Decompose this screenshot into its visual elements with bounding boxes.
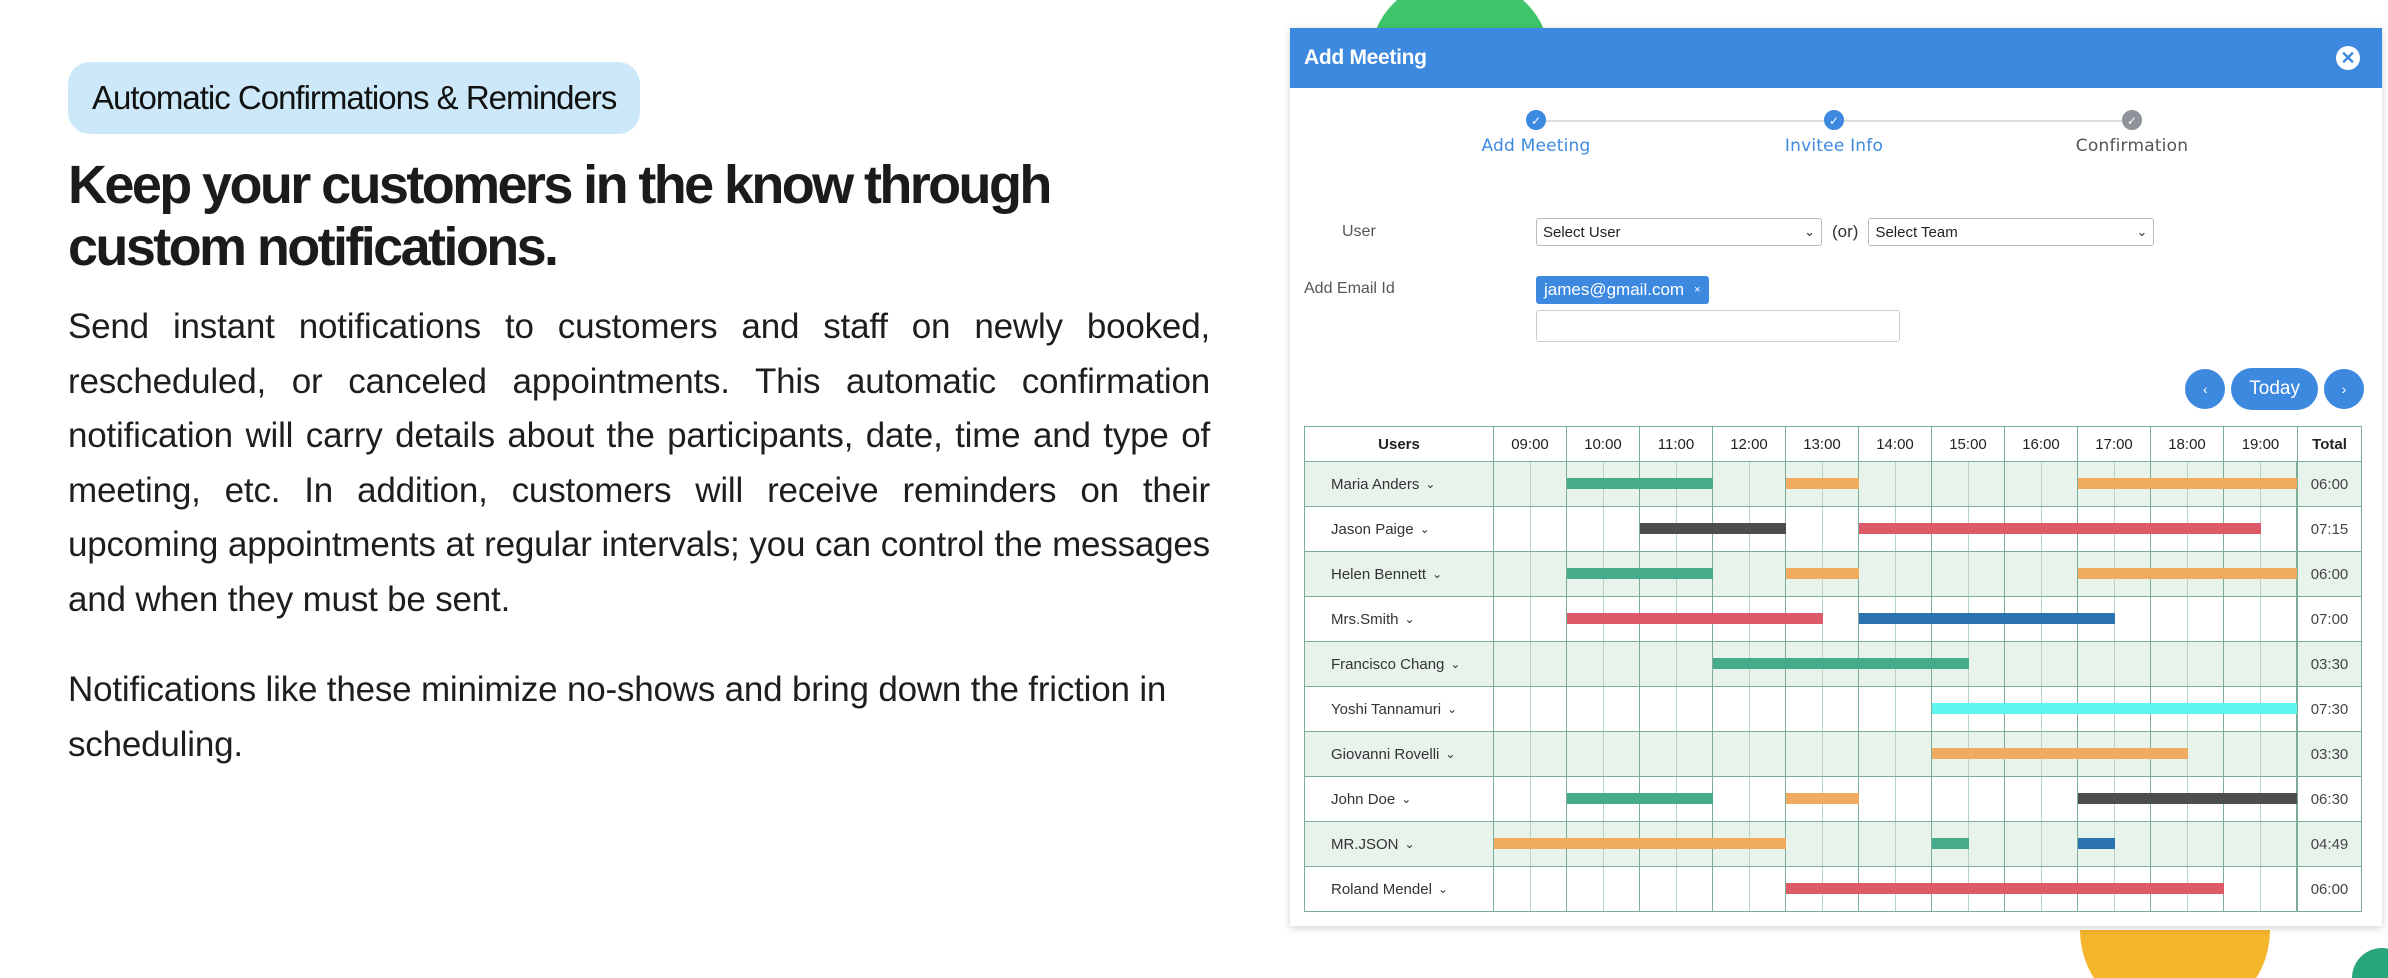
hour-cell[interactable]	[1640, 687, 1713, 731]
select-team-value: Select Team	[1875, 223, 1958, 241]
half-hour-divider	[1749, 867, 1750, 911]
meeting-bar[interactable]	[1932, 838, 1969, 849]
user-name: Jason Paige	[1331, 520, 1414, 538]
user-cell[interactable]	[1305, 867, 1494, 911]
feature-pill: Automatic Confirmations & Reminders	[68, 62, 640, 134]
table-row	[1305, 596, 2361, 641]
half-hour-divider	[1530, 597, 1531, 641]
feature-description	[68, 62, 1210, 772]
half-hour-divider	[1822, 687, 1823, 731]
email-row	[1304, 276, 1900, 342]
timeline	[1494, 867, 2298, 911]
hour-cell[interactable]	[1859, 687, 1932, 731]
half-hour-divider	[1676, 687, 1677, 731]
meeting-bar[interactable]	[1494, 838, 1786, 849]
half-hour-divider	[1676, 867, 1677, 911]
user-name: Helen Bennett	[1331, 565, 1427, 583]
hour-cell[interactable]	[2005, 462, 2078, 506]
half-hour-divider	[1968, 552, 1969, 596]
total-cell: 07:30	[2310, 700, 2349, 718]
meeting-bar[interactable]	[1567, 478, 1713, 489]
step-confirmation[interactable]	[2032, 110, 2232, 156]
step-label: Invitee Info	[1784, 136, 1884, 156]
hour-header: 13:00	[1786, 427, 1859, 461]
prev-button[interactable]: ‹	[2185, 369, 2225, 409]
date-navigation	[2185, 368, 2364, 410]
half-hour-divider	[1895, 822, 1896, 866]
half-hour-divider	[1895, 687, 1896, 731]
half-hour-divider	[1530, 867, 1531, 911]
half-hour-divider	[1822, 507, 1823, 551]
user-name: Yoshi Tannamuri	[1331, 700, 1442, 718]
timeline	[1494, 507, 2298, 551]
decorative-yellow-circle	[2080, 930, 2270, 978]
user-name: MR.JSON	[1331, 835, 1399, 853]
half-hour-divider	[2260, 732, 2261, 776]
check-icon: ✓	[2122, 110, 2142, 130]
email-field-group	[1536, 276, 1900, 342]
table-row	[1305, 461, 2361, 506]
header-users: Users	[1305, 427, 1494, 461]
hour-cell[interactable]	[1786, 507, 1859, 551]
email-label: Add Email Id	[1304, 280, 1395, 297]
hour-cell[interactable]	[2005, 642, 2078, 686]
meeting-bar[interactable]	[1859, 613, 2115, 624]
hour-cell[interactable]	[2005, 822, 2078, 866]
half-hour-divider	[2260, 867, 2261, 911]
description-paragraph-2: Notifications like these minimize no-shows and bring down the friction in scheduling.	[68, 670, 1167, 764]
chevron-down-icon[interactable]: ⌄	[1425, 477, 1436, 491]
hour-cell[interactable]	[1640, 867, 1713, 911]
total-cell: 06:00	[2310, 475, 2349, 493]
hour-cell[interactable]	[1567, 507, 1640, 551]
meeting-bar[interactable]	[1786, 568, 1859, 579]
chevron-down-icon: ⌄	[1804, 224, 1815, 239]
meeting-bar[interactable]	[1567, 568, 1713, 579]
half-hour-divider	[1749, 732, 1750, 776]
half-hour-divider	[1749, 552, 1750, 596]
half-hour-divider	[2114, 642, 2115, 686]
hour-cell[interactable]	[1713, 777, 1786, 821]
select-team-dropdown[interactable]	[1868, 218, 2154, 246]
hour-header: 19:00	[2241, 435, 2280, 453]
hour-header: 18:00	[2151, 427, 2224, 461]
half-hour-divider	[2187, 597, 2188, 641]
total-cell: 07:00	[2310, 610, 2349, 628]
headline-line-2: custom notifications.	[68, 217, 557, 277]
email-tag	[1536, 276, 1709, 304]
email-tag-text: james@gmail.com	[1544, 280, 1685, 299]
schedule-grid	[1304, 426, 2362, 912]
half-hour-divider	[2041, 642, 2042, 686]
hour-cell[interactable]	[2005, 552, 2078, 596]
half-hour-divider	[1676, 732, 1677, 776]
hour-cell[interactable]	[1494, 462, 1567, 506]
table-row	[1305, 686, 2361, 731]
hour-cell[interactable]	[1494, 867, 1567, 911]
chevron-down-icon[interactable]: ⌄	[1445, 747, 1456, 761]
half-hour-divider	[2187, 642, 2188, 686]
timeline	[1494, 552, 2298, 596]
half-hour-divider	[2041, 822, 2042, 866]
half-hour-divider	[1968, 462, 1969, 506]
hour-cell[interactable]	[2224, 597, 2297, 641]
hour-cell[interactable]	[2151, 822, 2224, 866]
headline	[68, 154, 1210, 278]
hour-cell[interactable]	[1567, 642, 1640, 686]
today-button[interactable]: Today	[2231, 368, 2318, 410]
total-cell: 04:49	[2310, 835, 2349, 853]
modal-title: Add Meeting	[1304, 46, 1427, 69]
hour-header: 15:00	[1932, 427, 2005, 461]
timeline	[1494, 687, 2298, 731]
user-cell[interactable]	[1305, 822, 1494, 866]
user-row	[1342, 218, 2154, 246]
hour-cell[interactable]	[1494, 777, 1567, 821]
hour-cell[interactable]	[1494, 552, 1567, 596]
hour-cell[interactable]	[1567, 687, 1640, 731]
headline-line-1: Keep your customers in the know through	[68, 155, 1050, 215]
table-row	[1305, 731, 2361, 776]
half-hour-divider	[1530, 552, 1531, 596]
half-hour-divider	[1530, 687, 1531, 731]
add-meeting-modal	[1290, 28, 2382, 926]
user-label: User	[1342, 223, 1376, 240]
meeting-bar[interactable]	[2078, 793, 2297, 804]
half-hour-divider	[1530, 777, 1531, 821]
chevron-down-icon[interactable]: ⌄	[1432, 567, 1443, 581]
meeting-bar[interactable]	[2078, 838, 2115, 849]
hour-cell[interactable]	[1713, 552, 1786, 596]
hour-cell[interactable]	[2005, 777, 2078, 821]
select-user-value: Select User	[1543, 223, 1621, 241]
half-hour-divider	[2260, 642, 2261, 686]
decorative-teal-circle	[2352, 948, 2388, 978]
user-cell[interactable]	[1305, 552, 1494, 596]
timeline	[1494, 777, 2298, 821]
chevron-down-icon[interactable]: ⌄	[1404, 837, 1415, 851]
remove-tag-icon[interactable]: ×	[1694, 284, 1701, 296]
meeting-bar[interactable]	[1786, 793, 1859, 804]
meeting-bar[interactable]	[1640, 523, 1786, 534]
meeting-bar[interactable]	[2078, 478, 2297, 489]
half-hour-divider	[1822, 732, 1823, 776]
half-hour-divider	[1603, 732, 1604, 776]
check-icon: ✓	[1824, 110, 1844, 130]
half-hour-divider	[2041, 777, 2042, 821]
table-row	[1305, 821, 2361, 866]
hour-cell[interactable]	[2151, 642, 2224, 686]
chevron-down-icon[interactable]: ⌄	[1401, 792, 1412, 806]
hour-header: 14:00	[1859, 427, 1932, 461]
hour-cell[interactable]	[1859, 777, 1932, 821]
half-hour-divider	[2187, 822, 2188, 866]
table-row	[1305, 641, 2361, 686]
total-cell: 03:30	[2310, 745, 2349, 763]
hour-cell[interactable]	[2078, 642, 2151, 686]
user-cell[interactable]	[1305, 642, 1494, 686]
half-hour-divider	[1749, 687, 1750, 731]
half-hour-divider	[1676, 642, 1677, 686]
user-name: Mrs.Smith	[1331, 610, 1399, 628]
hour-cell[interactable]	[2224, 642, 2297, 686]
description-paragraph-1: Send instant notifications to customers and staff on newly booked, rescheduled, or canceled appointments. This automatic confirmation notification will carry details about the participants, date, time and type of meeting, etc. In addition, customers will receive reminders on their upcoming appointments at regular intervals; you can control the messages and when they must be sent.	[68, 307, 1210, 619]
email-input[interactable]	[1536, 310, 1900, 342]
modal-header	[1290, 28, 2382, 88]
hour-header: 09:00	[1494, 427, 1567, 461]
schedule-header-row	[1305, 427, 2361, 461]
hour-cell[interactable]	[1567, 732, 1640, 776]
half-hour-divider	[1530, 642, 1531, 686]
half-hour-divider	[1749, 777, 1750, 821]
timeline	[1494, 822, 2298, 866]
step-add-meeting[interactable]	[1436, 110, 1636, 156]
table-row	[1305, 551, 2361, 596]
table-row	[1305, 506, 2361, 551]
user-name: Maria Anders	[1331, 475, 1420, 493]
hour-cell[interactable]	[1494, 687, 1567, 731]
hour-cell[interactable]	[1932, 552, 2005, 596]
table-row	[1305, 776, 2361, 821]
hour-cell[interactable]	[1786, 687, 1859, 731]
header-hours	[1494, 427, 2298, 461]
hour-cell[interactable]	[1932, 777, 2005, 821]
meeting-bar[interactable]	[1567, 613, 1823, 624]
user-cell[interactable]	[1305, 732, 1494, 776]
timeline	[1494, 597, 2298, 641]
hour-cell[interactable]	[1859, 552, 1932, 596]
half-hour-divider	[2260, 822, 2261, 866]
user-cell[interactable]	[1305, 687, 1494, 731]
hour-cell[interactable]	[1494, 597, 1567, 641]
hour-cell[interactable]	[1713, 732, 1786, 776]
close-icon[interactable]: ✕	[2336, 46, 2360, 70]
hour-cell[interactable]	[1640, 642, 1713, 686]
meeting-bar[interactable]	[1932, 703, 2297, 714]
total-cell: 03:30	[2310, 655, 2349, 673]
hour-cell[interactable]	[2224, 822, 2297, 866]
step-invitee-info[interactable]	[1734, 110, 1934, 156]
user-cell[interactable]	[1305, 507, 1494, 551]
hour-cell[interactable]	[2224, 867, 2297, 911]
half-hour-divider	[1895, 462, 1896, 506]
user-name: Francisco Chang	[1331, 655, 1445, 673]
hour-cell[interactable]	[1786, 732, 1859, 776]
hour-cell[interactable]	[1932, 462, 2005, 506]
half-hour-divider	[1603, 642, 1604, 686]
hour-cell[interactable]	[1567, 867, 1640, 911]
header-total: Total	[2312, 435, 2347, 453]
half-hour-divider	[1895, 777, 1896, 821]
half-hour-divider	[1603, 687, 1604, 731]
hour-cell[interactable]	[1713, 867, 1786, 911]
hour-header: 11:00	[1640, 427, 1713, 461]
timeline	[1494, 642, 2298, 686]
or-text: (or)	[1832, 222, 1859, 241]
table-row	[1305, 866, 2361, 911]
user-cell[interactable]	[1305, 777, 1494, 821]
chevron-down-icon[interactable]: ⌄	[1419, 522, 1430, 536]
meeting-bar[interactable]	[1859, 523, 2261, 534]
half-hour-divider	[1530, 507, 1531, 551]
hour-cell[interactable]	[1494, 732, 1567, 776]
half-hour-divider	[2041, 552, 2042, 596]
hour-cell[interactable]	[1859, 732, 1932, 776]
timeline	[1494, 462, 2298, 506]
half-hour-divider	[1822, 822, 1823, 866]
user-cell[interactable]	[1305, 462, 1494, 506]
hour-cell[interactable]	[1786, 822, 1859, 866]
half-hour-divider	[1895, 732, 1896, 776]
meeting-bar[interactable]	[1786, 883, 2224, 894]
timeline	[1494, 732, 2298, 776]
half-hour-divider	[1968, 777, 1969, 821]
meeting-bar[interactable]	[1786, 478, 1859, 489]
chevron-down-icon[interactable]: ⌄	[1447, 702, 1458, 716]
half-hour-divider	[2260, 597, 2261, 641]
chevron-down-icon[interactable]: ⌄	[1437, 882, 1448, 896]
hour-header: 16:00	[2005, 427, 2078, 461]
half-hour-divider	[1749, 462, 1750, 506]
meeting-bar[interactable]	[1567, 793, 1713, 804]
meeting-bar[interactable]	[2078, 568, 2297, 579]
user-name: Giovanni Rovelli	[1331, 745, 1440, 763]
select-user-dropdown[interactable]	[1536, 218, 1822, 246]
hour-cell[interactable]	[2151, 597, 2224, 641]
half-hour-divider	[1530, 732, 1531, 776]
meeting-bar[interactable]	[1713, 658, 1969, 669]
step-label: Add Meeting	[1481, 136, 1591, 156]
chevron-down-icon[interactable]: ⌄	[1404, 612, 1415, 626]
half-hour-divider	[1603, 507, 1604, 551]
step-label: Confirmation	[2075, 136, 2189, 156]
hour-cell[interactable]	[1713, 687, 1786, 731]
total-cell: 06:00	[2310, 565, 2349, 583]
hour-header: 10:00	[1567, 427, 1640, 461]
half-hour-divider	[1895, 552, 1896, 596]
chevron-down-icon: ⌄	[2136, 224, 2148, 239]
hour-cell[interactable]	[1859, 462, 1932, 506]
hour-cell[interactable]	[1494, 507, 1567, 551]
total-cell: 06:00	[2310, 880, 2349, 898]
hour-header: 17:00	[2078, 427, 2151, 461]
check-icon: ✓	[1526, 110, 1546, 130]
total-cell: 06:30	[2310, 790, 2349, 808]
total-cell: 07:15	[2310, 520, 2349, 538]
half-hour-divider	[1603, 867, 1604, 911]
user-name: John Doe	[1331, 790, 1396, 808]
hour-cell[interactable]	[1713, 462, 1786, 506]
next-button[interactable]: ›	[2324, 369, 2364, 409]
hour-cell[interactable]	[1859, 822, 1932, 866]
hour-cell[interactable]	[2224, 732, 2297, 776]
half-hour-divider	[2041, 462, 2042, 506]
meeting-bar[interactable]	[1932, 748, 2188, 759]
hour-header: 12:00	[1713, 427, 1786, 461]
user-name: Roland Mendel	[1331, 880, 1432, 898]
chevron-down-icon[interactable]: ⌄	[1450, 657, 1461, 671]
hour-cell[interactable]	[1640, 732, 1713, 776]
user-cell[interactable]	[1305, 597, 1494, 641]
stepper	[1290, 88, 2382, 178]
half-hour-divider	[1530, 462, 1531, 506]
hour-cell[interactable]	[1494, 642, 1567, 686]
